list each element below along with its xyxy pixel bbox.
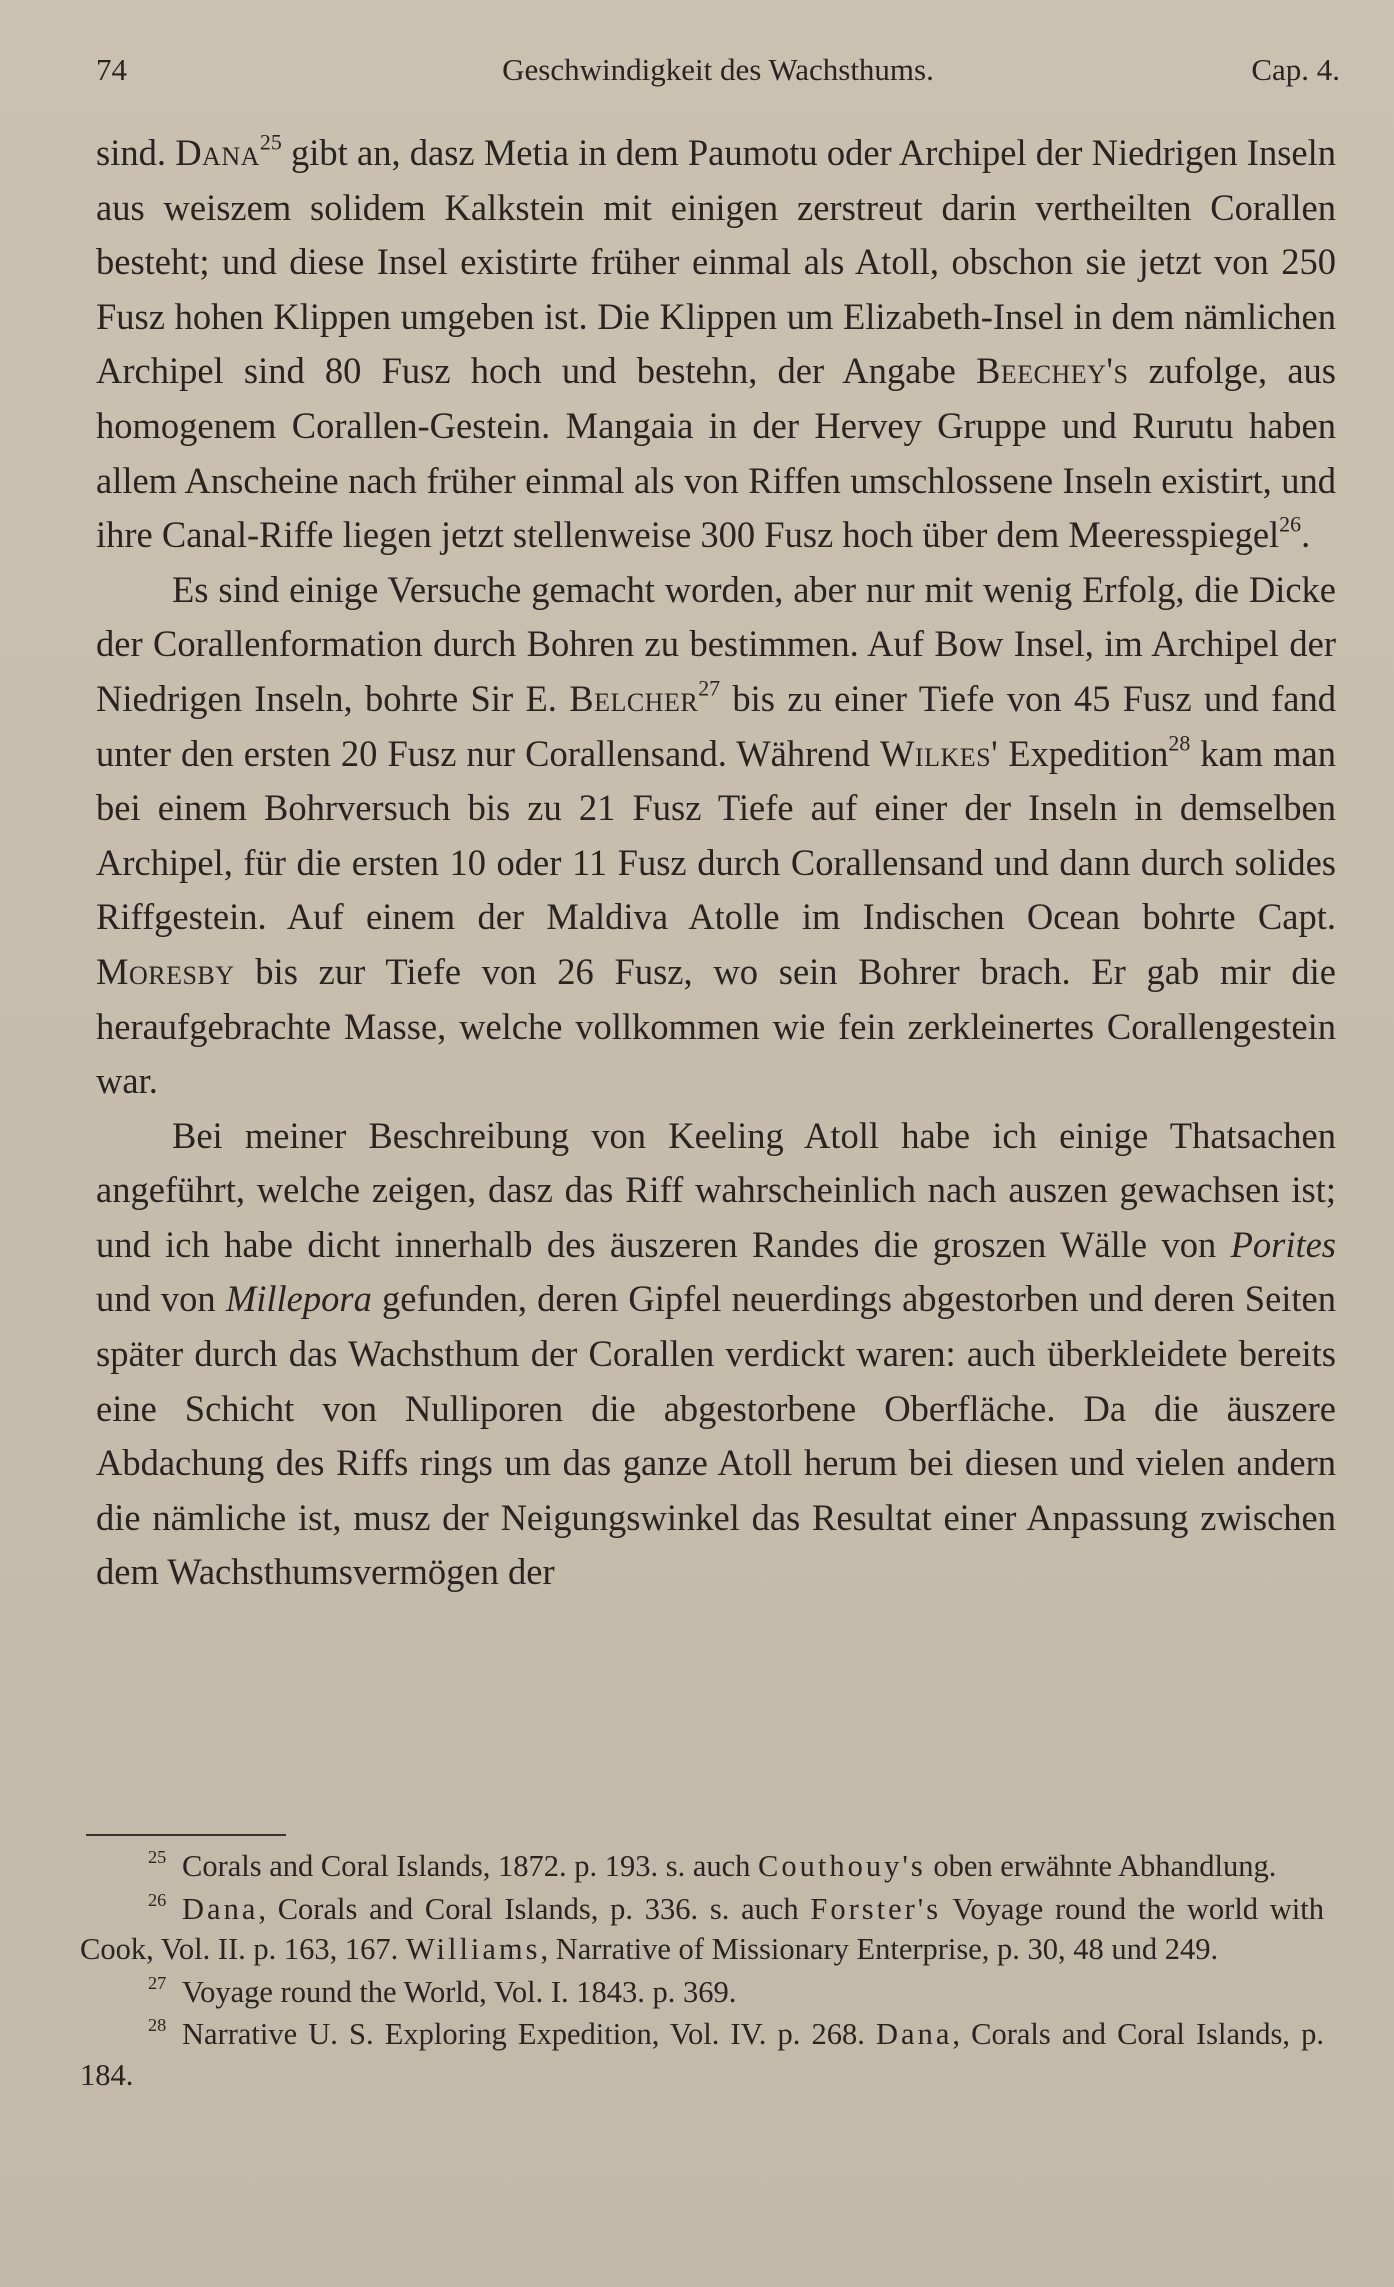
- genus-porites: Porites: [1230, 1223, 1336, 1265]
- footnote-ref-28: 28: [1168, 730, 1191, 756]
- footnote-ref-27: 27: [698, 675, 721, 701]
- text-run: zufolge, aus homogenem Corallen-Gestein. Mangaia in der Hervey Gruppe und Rurutu haben allem Anscheine nach früher einmal als von Riffen umschlossene Inseln existirt, und ihre Canal-Riffe liegen jetzt stellenweise 300 Fusz hoch über dem Meeresspiegel: [96, 350, 1336, 556]
- page-number: 74: [96, 52, 127, 87]
- main-text: [96, 126, 1336, 1600]
- text-run: Corals and Coral Islands, 1872. p. 193. s. auch: [182, 1849, 759, 1883]
- text-run: Expedition: [998, 732, 1169, 774]
- text-run: .: [1301, 514, 1311, 556]
- running-title: Geschwindigkeit des Wachsthums.: [502, 52, 934, 87]
- text-run: , Corals and Coral Islands, p. 184.: [80, 2017, 1324, 2092]
- author-name: Couthouy's: [758, 1849, 926, 1883]
- footnote-25: $^{25}$ Corals and Coral Islands, 1872. p. 193. s. auch Couthouy's oben erwähnte Abhandlung.: [148, 1847, 1277, 1883]
- author-name: Dana: [182, 1891, 259, 1926]
- paragraph-3: [96, 1109, 1336, 1600]
- text-run: , Narrative of Missionary Enterprise, p. 30, 48 und 249.: [540, 1932, 1219, 1966]
- text-run: gefunden, deren Gipfel neuerdings abgestorben und deren Seiten später durch das Wachsthum der Corallen verdickt waren: auch überkleidete bereits eine Schicht von Nulliporen die abgestorbene Oberfläche. Da die äuszere Abdachung des Riffs rings um das ganze Atoll herum bei diesen und vielen andern die nämliche ist, musz der Neigungswinkel das Resultat einer Anpassung zwischen dem Wachsthumsvermögen der: [96, 1278, 1337, 1593]
- text-run: bis zu einer Tiefe von 45 Fusz und fand unter den ersten 20 Fusz nur Corallensand. Während: [96, 677, 1336, 774]
- text-run: und von: [96, 1278, 226, 1320]
- footnote-ref-26: 26: [1279, 511, 1302, 537]
- text-run: oben erwähnte Abhandlung.: [925, 1849, 1277, 1883]
- paragraph-1: [96, 126, 1336, 563]
- footnote-26: $^{26}$ Dana, Corals and Coral Islands, p. 336. s. auch Forster's Voyage round the world with Cook, Vol. II. p. 163, 167. Williams, Narrative of Missionary Enterprise, p. 30, 48 und 249.: [80, 1889, 1324, 1966]
- text-run: bis zur Tiefe von 26 Fusz, wo sein Bohrer brach. Er gab mir die heraufgebrachte Masse, welche vollkommen wie fein zerkleinertes Corallengestein war.: [96, 950, 1336, 1102]
- author-name-dana: Dana: [175, 132, 260, 173]
- footnote-28: $^{28}$ Narrative U. S. Exploring Expedition, Vol. IV. p. 268. Dana, Corals and Coral Islands, p. 184.: [80, 2015, 1324, 2092]
- text-run: Narrative U. S. Exploring Expedition, Vol. IV. p. 268.: [182, 2017, 877, 2051]
- author-name: Williams: [405, 1932, 541, 1966]
- footnote-ref-25: 25: [259, 129, 282, 155]
- author-name-beechey: Beechey's: [976, 350, 1129, 392]
- text-run: Es sind einige Versuche gemacht worden, aber nur mit wenig Erfolg, die Dicke der Corallenformation durch Bohren zu bestimmen. Auf Bow Insel, im Archipel der Niedrigen Inseln, bohrte Sir E.: [96, 568, 1336, 719]
- footnote-divider: [86, 1834, 286, 1836]
- text-run: Voyage round the World, Vol. I. 1843. p. 369.: [182, 1974, 737, 2009]
- author-name-wilkes: Wilkes': [879, 732, 999, 774]
- text-run: sind.: [96, 132, 176, 173]
- author-name: Dana: [876, 2017, 953, 2051]
- paragraph-2: [96, 563, 1336, 1109]
- page-header: [96, 46, 1340, 94]
- footnotes: [80, 1846, 1324, 2097]
- author-name-belcher: Belcher: [569, 677, 699, 719]
- footnote-27: $^{27}$ Voyage round the World, Vol. I. 1843. p. 369.: [148, 1972, 737, 2009]
- author-name-moresby: Moresby: [96, 950, 235, 992]
- text-run: gibt an, dasz Metia in dem Paumotu oder Archipel der Niedrigen Inseln aus weiszem solidem Kalkstein mit einigen zerstreut darin vertheilten Corallen besteht; und diese Insel existirte früher einmal als Atoll, obschon sie jetzt von 250 Fusz hohen Klippen umgeben ist. Die Klippen um Elizabeth-Insel in dem nämlichen Archipel sind 80 Fusz hoch und bestehn, der Angabe: [96, 132, 1336, 392]
- text-run: Voyage round the world with Cook, Vol. II. p. 163, 167.: [80, 1891, 1324, 1966]
- text-run: kam man bei einem Bohrversuch bis zu 21 Fusz Tiefe auf einer der Inseln in demselben Archipel, für die ersten 10 oder 11 Fusz durch Corallensand und dann durch solides Riffgestein. Auf einem der Maldiva Atolle im Indischen Ocean bohrte Capt.: [96, 732, 1337, 938]
- genus-millepora: Millepora: [225, 1278, 372, 1320]
- author-name: Forster's: [810, 1891, 942, 1926]
- chapter-label: Cap. 4.: [1251, 52, 1340, 87]
- text-run: Bei meiner Beschreibung von Keeling Atoll habe ich einige Thatsachen angeführt, welche zeigen, dasz das Riff wahrscheinlich nach auszen gewachsen ist; und ich habe dicht innerhalb des äuszeren Randes die groszen Wälle von: [96, 1114, 1336, 1265]
- text-run: , Corals and Coral Islands, p. 336. s. auch: [258, 1891, 811, 1926]
